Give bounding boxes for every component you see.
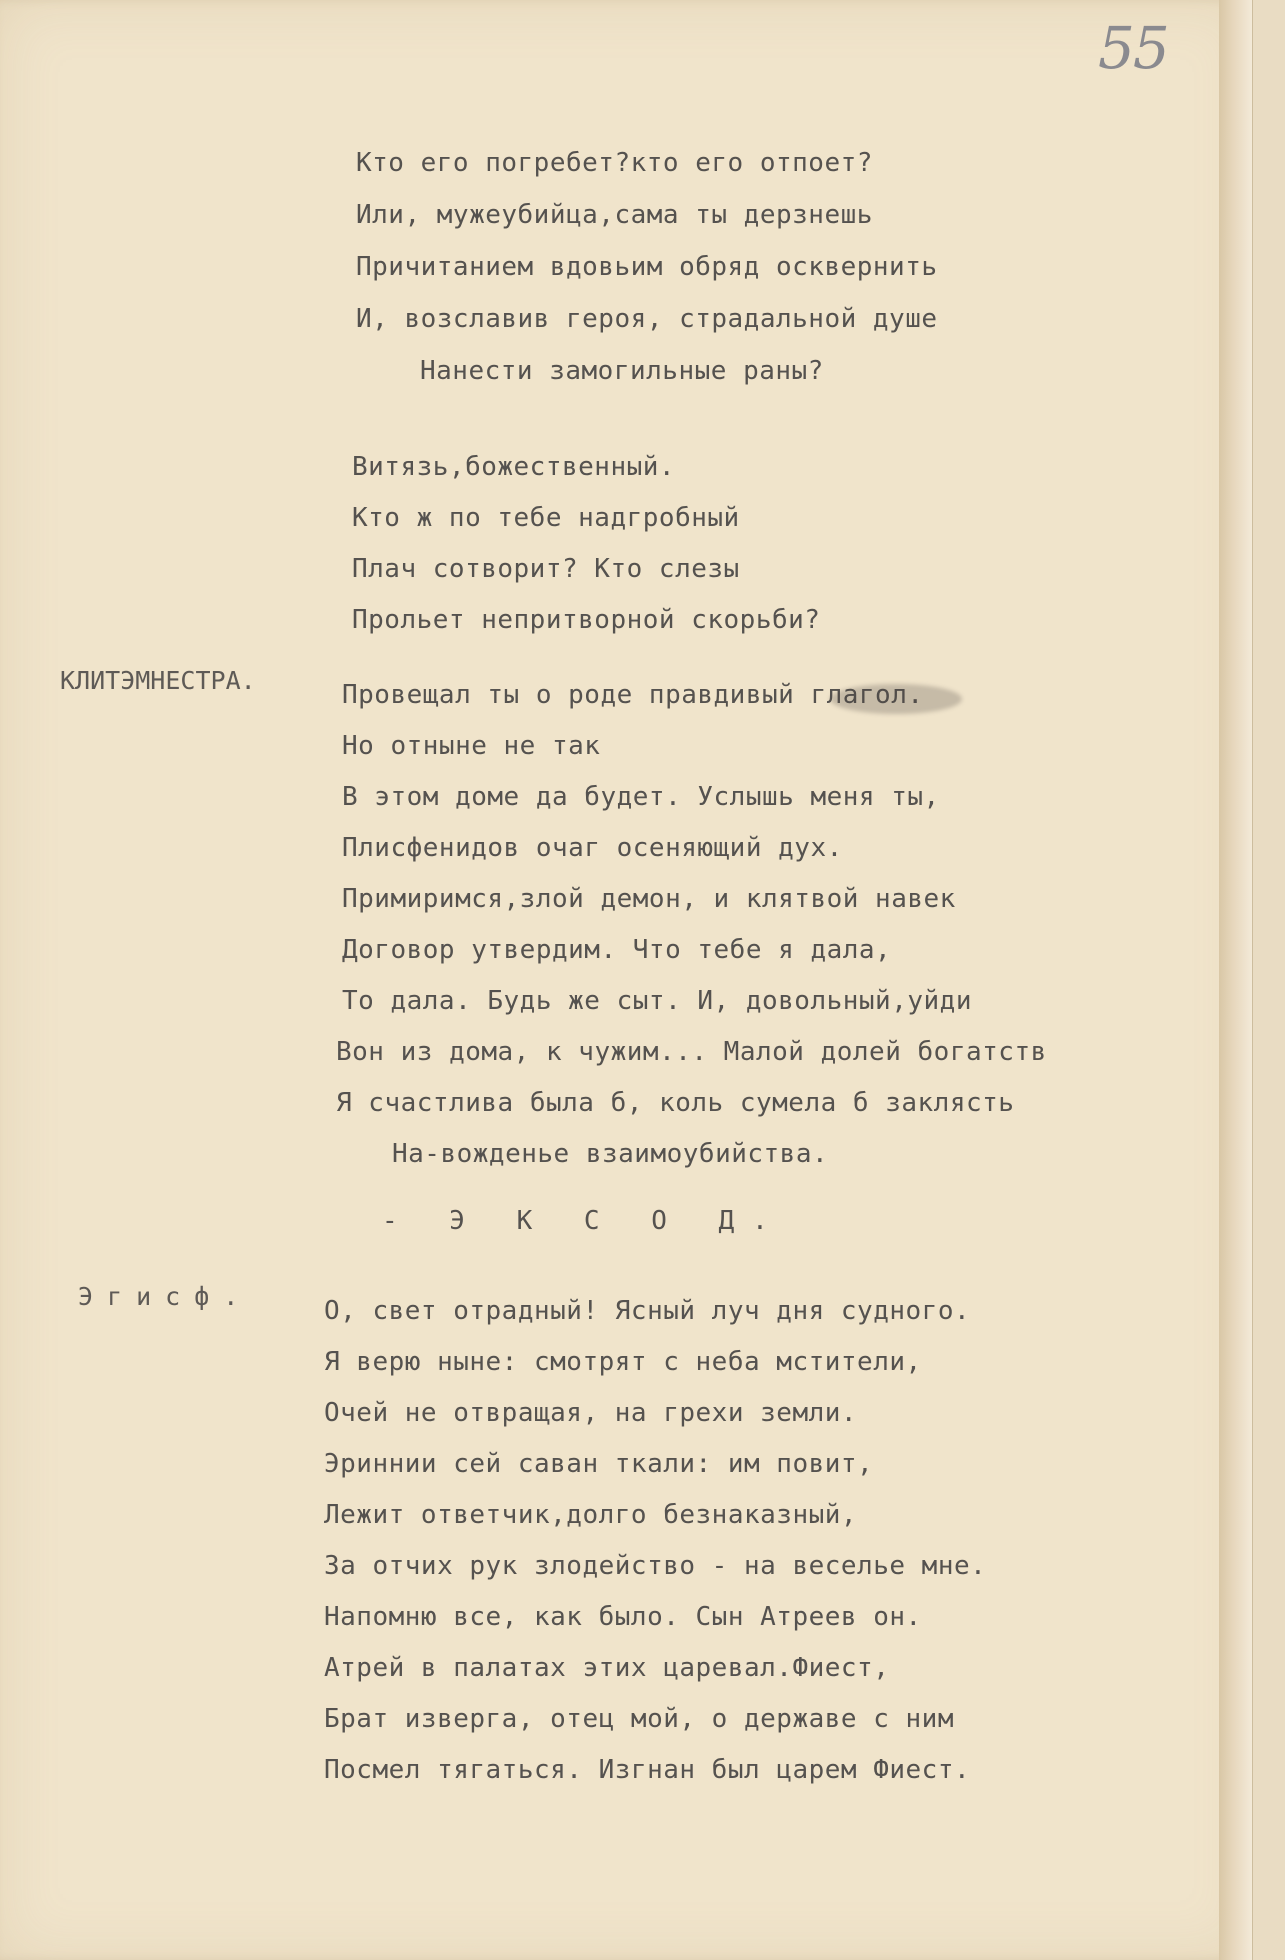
verse-line: За отчих рук злодейство - на веселье мне. [324, 1551, 987, 1581]
speaker-name: КЛИТЭМНЕСТРА. [60, 666, 256, 695]
verse-line: Я счастлива была б, коль сумела б заклясть [336, 1088, 1015, 1118]
verse-line: Очей не отвращая, на грехи земли. [324, 1398, 858, 1428]
speaker-name: Эгисф. [78, 1282, 253, 1311]
folio-number: 55 [1098, 14, 1168, 82]
verse-line: Эриннии сей саван ткали: им повит, [324, 1449, 874, 1479]
verse-line: Атрей в палатах этих царевал.Фиест, [324, 1653, 890, 1683]
ink-smudge [830, 684, 962, 714]
verse-line: Вон из дома, к чужим... Малой долей богатств [336, 1037, 1047, 1067]
verse-line: Кто ж по тебе надгробный [352, 503, 740, 533]
verse-line: Я верю ныне: смотрят с неба мстители, [324, 1347, 922, 1377]
verse-line: Кто его погребет?кто его отпоет? [356, 148, 873, 178]
page-edge [1219, 0, 1252, 1960]
verse-line: Или, мужеубийца,сама ты дерзнешь [356, 200, 873, 230]
verse-line: На-вожденье взаимоубийства. [392, 1139, 829, 1169]
verse-line: Примиримся,злой демон, и клятвой навек [342, 884, 956, 914]
verse-line: То дала. Будь же сыт. И, довольный,уйди [342, 986, 972, 1016]
verse-line: Провещал ты о роде правдивый глагол. [342, 680, 924, 710]
verse-line: Брат изверга, отец мой, о державе с ним [324, 1704, 954, 1734]
verse-line: Прольет непритворной скорьби? [352, 605, 821, 635]
verse-line: И, возславив героя, страдальной душе [356, 304, 938, 334]
verse-line: Витязь,божественный. [352, 452, 676, 482]
verse-line: О, свет отрадный! Ясный луч дня судного. [324, 1296, 971, 1326]
verse-line: Но отныне не так [342, 731, 601, 761]
verse-line: Посмел тягаться. Изгнан был царем Фиест. [324, 1755, 971, 1785]
verse-line: Договор утвердим. Что тебе я дала, [342, 935, 892, 965]
verse-line: Плисфенидов очаг осеняющий дух. [342, 833, 843, 863]
verse-line: Причитанием вдовьим обряд осквернить [356, 252, 938, 282]
verse-line: Лежит ответчик,долго безнаказный, [324, 1500, 858, 1530]
verse-line: Нанести замогильные раны? [420, 356, 824, 386]
verse-line: Плач сотворит? Кто слезы [352, 554, 740, 584]
verse-line: Напомню все, как было. Сын Атреев он. [324, 1602, 922, 1632]
section-heading: - Э К С О Д. [382, 1206, 786, 1236]
verse-line: В этом доме да будет. Услышь меня ты, [342, 782, 940, 812]
